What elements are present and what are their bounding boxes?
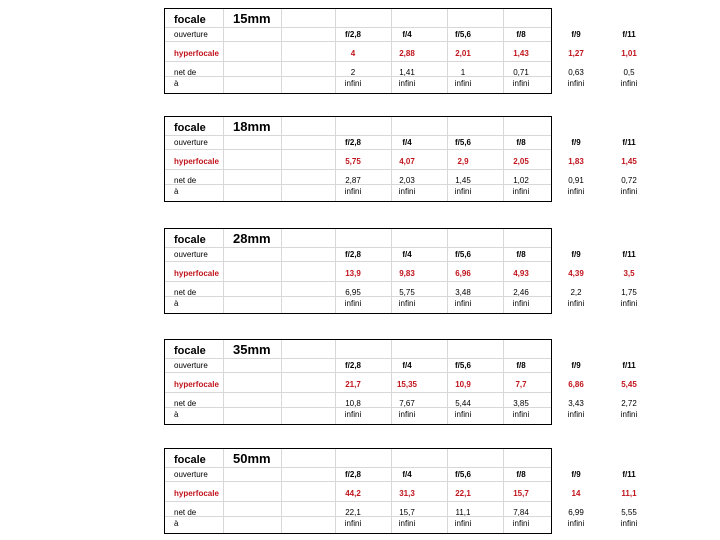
a-cell: infini: [512, 187, 530, 196]
ouverture-cell: f/5,6: [454, 470, 471, 479]
hyperfocale-cell: 3,5: [623, 269, 635, 278]
hyperfocale-cell: 44,2: [345, 489, 361, 498]
ouverture-cell: f/8: [516, 361, 526, 370]
net-de-cell: 0,91: [568, 176, 584, 185]
hyperfocale-cell: 5,75: [345, 157, 361, 166]
hyperfocale-cell: 4,07: [399, 157, 415, 166]
a-cell: infini: [398, 519, 416, 528]
ouverture-cell: f/4: [402, 361, 412, 370]
row-label-hyperfocale: hyperfocale: [174, 489, 219, 498]
row-label-ouverture: ouverture: [174, 138, 208, 147]
row-label-a: à: [174, 410, 179, 419]
focal-label: focale: [174, 122, 206, 134]
ouverture-cell: f/8: [516, 30, 526, 39]
ouverture-cell: f/2,8: [344, 361, 361, 370]
hyperfocale-cell: 1,27: [568, 49, 584, 58]
row-label-net-de: net de: [174, 399, 197, 408]
hyperfocale-cell: 6,96: [455, 269, 471, 278]
net-de-cell: 2,03: [399, 176, 415, 185]
net-de-cell: 1: [460, 68, 466, 77]
ouverture-cell: f/2,8: [344, 138, 361, 147]
a-cell: infini: [512, 410, 530, 419]
ouverture-cell: f/4: [402, 470, 412, 479]
net-de-cell: 22,1: [345, 508, 361, 517]
ouverture-cell: f/5,6: [454, 30, 471, 39]
a-cell: infini: [567, 79, 585, 88]
net-de-cell: 1,45: [455, 176, 471, 185]
a-cell: infini: [344, 187, 362, 196]
hyperfocale-cell: 31,3: [399, 489, 415, 498]
a-cell: infini: [620, 519, 638, 528]
grid-vline: [223, 340, 224, 424]
grid-vline: [281, 340, 282, 424]
ouverture-cell: f/9: [571, 361, 581, 370]
ouverture-cell: f/11: [622, 470, 636, 479]
row-label-net-de: net de: [174, 176, 197, 185]
focal-length-value: 35mm: [233, 342, 271, 357]
a-cell: infini: [398, 299, 416, 308]
focal-table: [164, 8, 638, 94]
row-label-hyperfocale: hyperfocale: [174, 157, 219, 166]
grid-hline: [165, 392, 551, 393]
grid-hline: [165, 169, 551, 170]
row-label-hyperfocale: hyperfocale: [174, 380, 219, 389]
ouverture-cell: f/9: [571, 30, 581, 39]
ouverture-cell: f/11: [622, 361, 636, 370]
ouverture-cell: f/2,8: [344, 30, 361, 39]
ouverture-cell: f/11: [622, 250, 636, 259]
row-label-hyperfocale: hyperfocale: [174, 269, 219, 278]
grid-vline: [223, 449, 224, 533]
grid-hline: [165, 501, 551, 502]
ouverture-cell: f/9: [571, 138, 581, 147]
grid-hline: [165, 481, 551, 482]
a-cell: infini: [512, 519, 530, 528]
ouverture-cell: f/8: [516, 470, 526, 479]
grid-vline: [281, 449, 282, 533]
hyperfocale-cell: 4: [350, 49, 356, 58]
net-de-cell: 7,67: [399, 399, 415, 408]
ouverture-cell: f/4: [402, 138, 412, 147]
ouverture-cell: f/2,8: [344, 470, 361, 479]
focal-length-value: 50mm: [233, 451, 271, 466]
hyperfocale-cell: 14: [571, 489, 581, 498]
net-de-cell: 2,72: [621, 399, 637, 408]
focal-label: focale: [174, 454, 206, 466]
net-de-cell: 11,1: [455, 508, 471, 517]
row-label-net-de: net de: [174, 508, 197, 517]
hyperfocale-cell: 7,7: [515, 380, 527, 389]
hyperfocale-cell: 22,1: [455, 489, 471, 498]
hyperfocale-cell: 11,1: [621, 489, 637, 498]
a-cell: infini: [512, 299, 530, 308]
a-cell: infini: [620, 410, 638, 419]
focal-length-value: 28mm: [233, 231, 271, 246]
row-label-ouverture: ouverture: [174, 250, 208, 259]
a-cell: infini: [398, 79, 416, 88]
grid-hline: [165, 358, 551, 359]
grid-hline: [165, 281, 551, 282]
a-cell: infini: [398, 187, 416, 196]
hyperfocale-cell: 5,45: [621, 380, 637, 389]
net-de-cell: 7,84: [513, 508, 529, 517]
a-cell: infini: [567, 410, 585, 419]
a-cell: infini: [567, 519, 585, 528]
a-cell: infini: [567, 187, 585, 196]
focal-length-value: 15mm: [233, 11, 271, 26]
grid-hline: [165, 261, 551, 262]
hyperfocale-cell: 2,88: [399, 49, 415, 58]
a-cell: infini: [398, 410, 416, 419]
net-de-cell: 2,87: [345, 176, 361, 185]
grid-vline: [281, 9, 282, 93]
ouverture-cell: f/8: [516, 250, 526, 259]
net-de-cell: 1,02: [513, 176, 529, 185]
a-cell: infini: [620, 187, 638, 196]
ouverture-cell: f/2,8: [344, 250, 361, 259]
a-cell: infini: [344, 410, 362, 419]
ouverture-cell: f/5,6: [454, 250, 471, 259]
row-label-a: à: [174, 187, 179, 196]
a-cell: infini: [454, 410, 472, 419]
hyperfocale-cell: 21,7: [345, 380, 361, 389]
ouverture-cell: f/11: [622, 138, 636, 147]
a-cell: infini: [512, 79, 530, 88]
grid-vline: [223, 229, 224, 313]
net-de-cell: 0,71: [513, 68, 529, 77]
hyperfocale-cell: 9,83: [399, 269, 415, 278]
ouverture-cell: f/9: [571, 250, 581, 259]
focal-table: [164, 228, 638, 314]
net-de-cell: 5,44: [455, 399, 471, 408]
grid-hline: [165, 467, 551, 468]
net-de-cell: 3,43: [568, 399, 584, 408]
net-de-cell: 1,41: [399, 68, 415, 77]
hyperfocale-cell: 15,7: [513, 489, 529, 498]
row-label-ouverture: ouverture: [174, 30, 208, 39]
hyperfocale-cell: 15,35: [396, 380, 418, 389]
grid-hline: [165, 372, 551, 373]
grid-vline: [223, 117, 224, 201]
focal-label: focale: [174, 14, 206, 26]
ouverture-cell: f/5,6: [454, 361, 471, 370]
net-de-cell: 6,99: [568, 508, 584, 517]
net-de-cell: 0,5: [623, 68, 635, 77]
net-de-cell: 2: [350, 68, 356, 77]
ouverture-cell: f/9: [571, 470, 581, 479]
a-cell: infini: [344, 299, 362, 308]
grid-vline: [281, 229, 282, 313]
row-label-a: à: [174, 519, 179, 528]
net-de-cell: 2,46: [513, 288, 529, 297]
net-de-cell: 5,55: [621, 508, 637, 517]
ouverture-cell: f/5,6: [454, 138, 471, 147]
hyperfocale-cell: 2,05: [513, 157, 529, 166]
a-cell: infini: [620, 299, 638, 308]
grid-vline: [223, 9, 224, 93]
focal-label: focale: [174, 345, 206, 357]
row-label-net-de: net de: [174, 288, 197, 297]
net-de-cell: 10,8: [345, 399, 361, 408]
hyperfocale-cell: 4,93: [513, 269, 529, 278]
grid-vline: [281, 117, 282, 201]
net-de-cell: 3,85: [513, 399, 529, 408]
row-label-net-de: net de: [174, 68, 197, 77]
focal-length-value: 18mm: [233, 119, 271, 134]
grid-hline: [165, 135, 551, 136]
focal-table: [164, 448, 638, 534]
a-cell: infini: [344, 79, 362, 88]
net-de-cell: 15,7: [399, 508, 415, 517]
row-label-ouverture: ouverture: [174, 361, 208, 370]
a-cell: infini: [454, 79, 472, 88]
a-cell: infini: [454, 519, 472, 528]
a-cell: infini: [344, 519, 362, 528]
grid-hline: [165, 149, 551, 150]
hyperfocale-cell: 1,43: [513, 49, 529, 58]
row-label-ouverture: ouverture: [174, 470, 208, 479]
hyperfocale-cell: 10,9: [455, 380, 471, 389]
ouverture-cell: f/4: [402, 250, 412, 259]
ouverture-cell: f/11: [622, 30, 636, 39]
net-de-cell: 2,2: [570, 288, 582, 297]
grid-hline: [165, 41, 551, 42]
a-cell: infini: [567, 299, 585, 308]
grid-hline: [165, 247, 551, 248]
net-de-cell: 0,63: [568, 68, 584, 77]
a-cell: infini: [454, 299, 472, 308]
row-label-hyperfocale: hyperfocale: [174, 49, 219, 58]
hyperfocale-cell: 1,83: [568, 157, 584, 166]
grid-hline: [165, 27, 551, 28]
focal-table: [164, 339, 638, 425]
hyperfocale-cell: 1,01: [621, 49, 637, 58]
a-cell: infini: [620, 79, 638, 88]
net-de-cell: 3,48: [455, 288, 471, 297]
hyperfocale-cell: 2,01: [455, 49, 471, 58]
net-de-cell: 5,75: [399, 288, 415, 297]
net-de-cell: 6,95: [345, 288, 361, 297]
hyperfocale-cell: 4,39: [568, 269, 584, 278]
row-label-a: à: [174, 79, 179, 88]
focal-table: [164, 116, 638, 202]
net-de-cell: 1,75: [621, 288, 637, 297]
ouverture-cell: f/8: [516, 138, 526, 147]
a-cell: infini: [454, 187, 472, 196]
hyperfocale-cell: 2,9: [457, 157, 469, 166]
net-de-cell: 0,72: [621, 176, 637, 185]
row-label-a: à: [174, 299, 179, 308]
hyperfocale-cell: 6,86: [568, 380, 584, 389]
hyperfocale-cell: 1,45: [621, 157, 637, 166]
focal-label: focale: [174, 234, 206, 246]
hyperfocale-cell: 13,9: [345, 269, 361, 278]
grid-hline: [165, 61, 551, 62]
ouverture-cell: f/4: [402, 30, 412, 39]
